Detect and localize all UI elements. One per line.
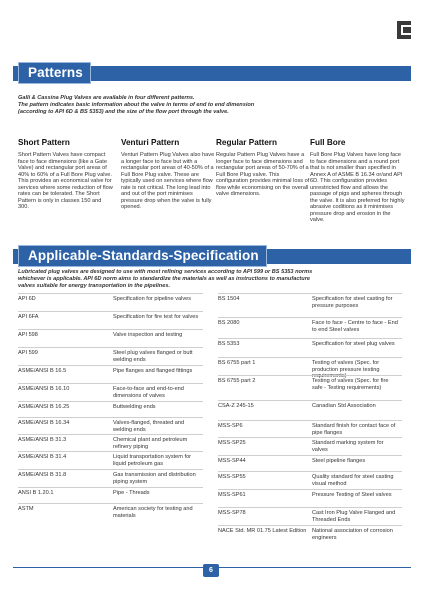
row-divider xyxy=(218,338,402,339)
row-divider xyxy=(18,503,203,504)
standard-description: Liquid transportation system for liquid petroleum gas xyxy=(113,454,192,467)
row-divider xyxy=(18,365,203,366)
standard-code: ASME/ANSI B 31.4 xyxy=(18,454,67,460)
standard-code: API 598 xyxy=(18,332,38,338)
standard-description: Steel pipeline flanges xyxy=(312,458,366,464)
standard-description: Face to face - Centre to face - End to end Steel valves xyxy=(312,320,398,333)
standard-description: American society for testing and materials xyxy=(113,506,193,519)
standard-description: Specification for steel plug valves xyxy=(312,341,395,347)
short-pattern-title: Short Pattern xyxy=(18,138,70,147)
standard-code: MSS-SP6 xyxy=(218,423,243,429)
standard-code: BS 6755 part 1 xyxy=(218,360,256,366)
standard-code: BS 2080 xyxy=(218,320,240,326)
standard-code: ASME/ANSI B 16.10 xyxy=(18,386,70,392)
standard-code: ASME/ANSI B 16.5 xyxy=(18,368,67,374)
row-divider xyxy=(18,451,203,452)
row-divider xyxy=(18,293,203,294)
standard-code: ASME/ANSI B 16.34 xyxy=(18,420,70,426)
standard-code: ASME/ANSI B 16.25 xyxy=(18,404,70,410)
regular-pattern-title: Regular Pattern xyxy=(216,138,277,147)
standard-description: Chemical plant and petroleum refinery piping xyxy=(113,437,188,450)
standard-description: Standard finish for contact face of pipe flanges xyxy=(312,423,396,436)
row-divider xyxy=(218,293,402,294)
standard-code: BS 5353 xyxy=(218,341,240,347)
standard-code: MSS-SP25 xyxy=(218,440,246,446)
standard-description: Pipe flanges and flanged fittings xyxy=(113,368,193,374)
standard-description: Face-to-face and end-to-end dimensions of valves xyxy=(113,386,184,399)
standard-code: ANSI B 1.20.1 xyxy=(18,490,54,496)
row-divider xyxy=(218,375,402,376)
patterns-heading: Patterns xyxy=(18,62,91,84)
standard-description: Specification for steel casting for pressure purposes xyxy=(312,296,393,309)
standard-description: Testing of valves (Spec. for production pressure testing requirements) xyxy=(312,360,380,379)
standard-code: NACE Std. MR 01.75 Latest Edition xyxy=(218,528,307,534)
row-divider xyxy=(18,434,203,435)
full-bore-text: Full Bore Plug Valves have long face to face dimensions and a round port that is not smaller than specified in Annex A of ASME B 16.34 or/and API 6D. This configuration provides unrestricted flow and allows the passage of pigs and spheres through the valve. It is also preferred for highly abrasive coditions as it minimises pressure drop and erosion in the valve. xyxy=(310,152,405,223)
standard-description: Cast Iron Plug Valve Flanged and Threaded Ends xyxy=(312,510,396,523)
standard-description: National association of corrosion engineers xyxy=(312,528,393,541)
standard-description: Pressure Testing of Steel valves xyxy=(312,492,392,498)
page-number: 6 xyxy=(203,564,219,577)
standard-description: Quality standard for steel casting visual method xyxy=(312,474,394,487)
row-divider xyxy=(18,383,203,384)
standard-code: BS 6755 part 2 xyxy=(218,378,256,384)
row-divider xyxy=(18,487,203,488)
row-divider xyxy=(218,455,402,456)
row-divider xyxy=(218,525,402,526)
standards-heading: Applicable-Standards-Specification xyxy=(18,245,267,267)
standard-description: Steel plug valves flanged or butt welding ends xyxy=(113,350,193,363)
row-divider xyxy=(18,329,203,330)
row-divider xyxy=(218,400,402,401)
standard-description: Testing of valves (Spec. for fire safe - Testing requirements) xyxy=(312,378,389,391)
standard-description: Buttwelding ends xyxy=(113,404,156,410)
row-divider xyxy=(18,401,203,402)
row-divider xyxy=(218,507,402,508)
regular-pattern-text: Regular Pattern Plug Valves have a longer face to face dimensions and rectangular port areas of 50-70% of a Full Bore Plug valve. This configuration provides minimal loss of flow while economising on the overall valve dimensions. xyxy=(216,152,310,197)
venturi-pattern-title: Venturi Pattern xyxy=(121,138,180,147)
row-divider xyxy=(18,347,203,348)
standard-code: CSA-Z 245-15 xyxy=(218,403,254,409)
standard-description: Pipe - Threads xyxy=(113,490,150,496)
row-divider xyxy=(218,437,402,438)
standard-code: BS 1504 xyxy=(218,296,240,302)
standards-intro: Lubricated plug valves are designed to use with most refining services according to API 599 or BS 5353 norms whichever is applicable. API 6D norm aims to standardize the materials as well as instructions to manufacture valves suitable for energy transportation in the pipelines. xyxy=(18,269,313,289)
standard-code: ASME/ANSI B 31.3 xyxy=(18,437,67,443)
row-divider xyxy=(18,311,203,312)
row-divider xyxy=(218,317,402,318)
row-divider xyxy=(218,489,402,490)
standard-code: API 599 xyxy=(18,350,38,356)
standard-code: ASME/ANSI B 31.8 xyxy=(18,472,67,478)
standard-description: Valve inspection and testing xyxy=(113,332,183,338)
row-divider xyxy=(218,357,402,358)
standard-code: ASTM xyxy=(18,506,34,512)
short-pattern-text: Short Pattern Valves have compact face to face dimensions (like a Gate Valve) and rectangular port areas of 40% to 60% of a Full Bore Plug valve. This provides an economical valve for services where some reduction of flow rates can be tolerated. The Short Pattern is only in classes 150 and 300. xyxy=(18,152,113,210)
standard-code: MSS-SP44 xyxy=(218,458,246,464)
standard-description: Canadian Std Association xyxy=(312,403,376,409)
standard-description: Gas transmission and distribution piping system xyxy=(113,472,196,485)
standard-description: Standard marking system for valves xyxy=(312,440,384,453)
standard-code: API 6D xyxy=(18,296,36,302)
company-logo-icon xyxy=(397,21,411,39)
standard-description: Specification for pipeline valves xyxy=(113,296,192,302)
standard-description: Valves-flanged, threated and welding ends xyxy=(113,420,185,433)
row-divider xyxy=(18,417,203,418)
standard-code: MSS-SP61 xyxy=(218,492,246,498)
venturi-pattern-text: Venturi Pattern Plug Valves also have a longer face to face but with a rectangular port areas of 40-50% of a Full Bore Plug valve. These are typically used on services where flow rate is not critical. The long lead into and out of the port minimises pressure drop when the valve is fully opened. xyxy=(121,152,215,210)
standard-code: MSS-SP55 xyxy=(218,474,246,480)
standard-code: API 6FA xyxy=(18,314,39,320)
standard-code: MSS-SP78 xyxy=(218,510,246,516)
patterns-intro: Galli & Cassina Plug Valves are available in four different patterns. The pattern indicates basic information about the valve in terms of end to end dimension (according to API 6D & BS 5353) and the size of the flow port through the valve. xyxy=(18,95,255,115)
row-divider xyxy=(218,471,402,472)
row-divider xyxy=(18,469,203,470)
row-divider xyxy=(218,420,402,421)
full-bore-title: Full Bore xyxy=(310,138,346,147)
standard-description: Specification for fire test for valves xyxy=(113,314,199,320)
